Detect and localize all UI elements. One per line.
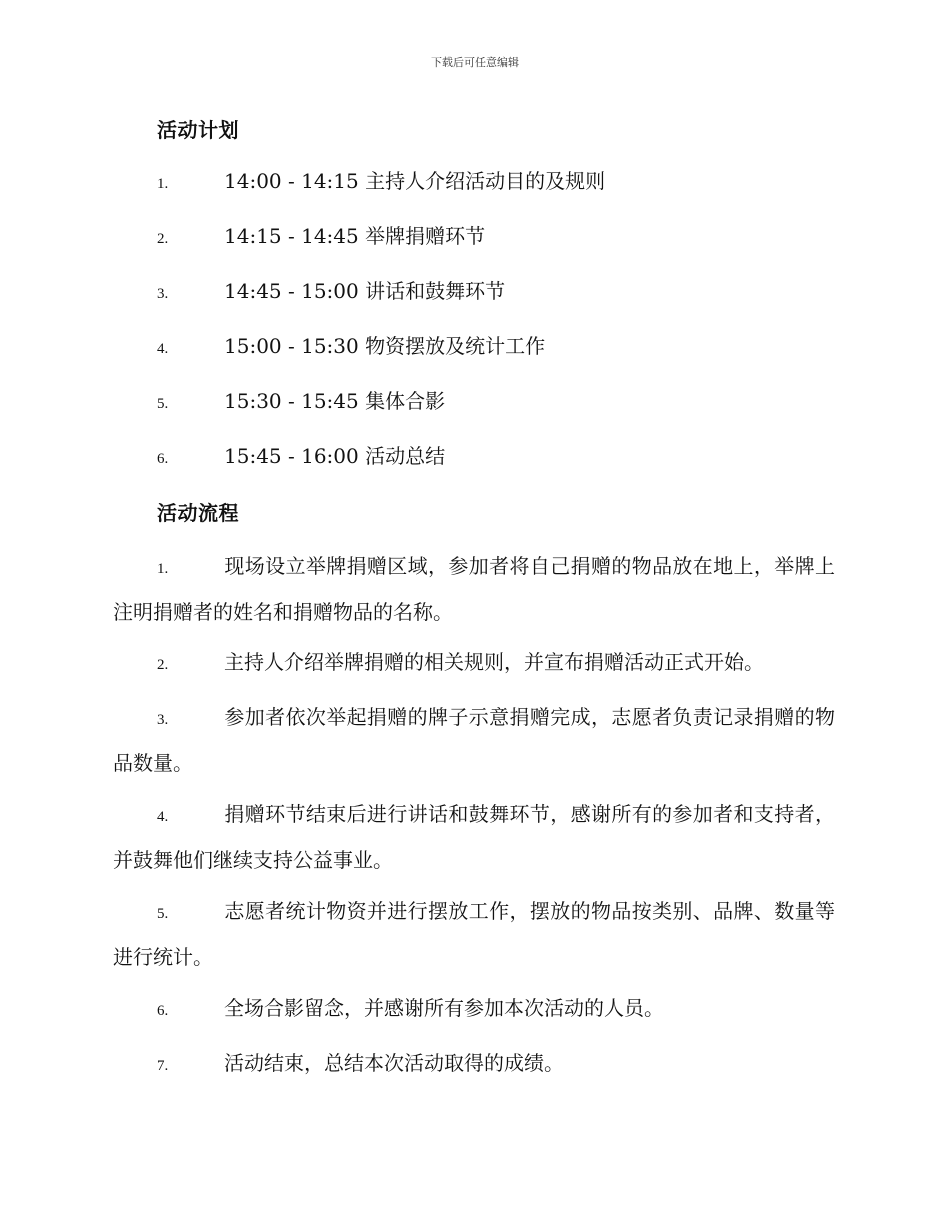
flow-item-number: 4. [157, 809, 169, 825]
flow-item-text: 捐赠环节结束后进行讲话和鼓舞环节，感谢所有的参加者和支持者，并鼓舞他们继续支持公益事业。 [113, 802, 835, 872]
flow-item-number: 7. [157, 1058, 169, 1074]
flow-item-number: 2. [157, 657, 169, 673]
flow-item [113, 545, 835, 634]
plan-item-text: 15:00 - 15:30 物资摆放及统计工作 [224, 334, 546, 358]
flow-section-title: 活动流程 [157, 501, 239, 525]
plan-item [157, 443, 837, 472]
flow-item [113, 696, 835, 785]
plan-item-number: 4. [157, 341, 169, 357]
flow-item-text: 活动结束，总结本次活动取得的成绩。 [224, 1051, 564, 1075]
flow-item-text: 全场合影留念，并感谢所有参加本次活动的人员。 [224, 996, 664, 1020]
plan-item-text: 14:00 - 14:15 主持人介绍活动目的及规则 [224, 169, 606, 193]
flow-item [113, 793, 835, 882]
plan-item [157, 168, 837, 197]
flow-item [113, 987, 835, 1033]
plan-section-title: 活动计划 [157, 118, 239, 142]
plan-item [157, 333, 837, 362]
plan-item [157, 388, 837, 417]
flow-item [113, 1042, 835, 1088]
header-note: 下载后可任意编辑 [431, 56, 519, 69]
flow-item-number: 3. [157, 712, 169, 728]
plan-item-number: 5. [157, 396, 169, 412]
plan-item-number: 3. [157, 286, 169, 302]
plan-item-number: 1. [157, 176, 169, 192]
plan-item-number: 2. [157, 231, 169, 247]
plan-item-text: 15:45 - 16:00 活动总结 [224, 444, 446, 468]
flow-item-text: 现场设立举牌捐赠区域，参加者将自己捐赠的物品放在地上，举牌上注明捐赠者的姓名和捐赠物品的名称。 [113, 554, 835, 624]
flow-item-text: 志愿者统计物资并进行摆放工作，摆放的物品按类别、品牌、数量等进行统计。 [113, 899, 835, 969]
flow-item-text: 参加者依次举起捐赠的牌子示意捐赠完成，志愿者负责记录捐赠的物品数量。 [113, 705, 835, 775]
flow-item-text: 主持人介绍举牌捐赠的相关规则，并宣布捐赠活动正式开始。 [224, 650, 764, 674]
plan-item-number: 6. [157, 451, 169, 467]
flow-item-number: 1. [157, 561, 169, 577]
flow-item-number: 5. [157, 906, 169, 922]
plan-item [157, 278, 837, 307]
plan-item-text: 15:30 - 15:45 集体合影 [224, 389, 446, 413]
plan-item-text: 14:15 - 14:45 举牌捐赠环节 [224, 224, 486, 248]
flow-item [113, 641, 835, 687]
flow-item-number: 6. [157, 1003, 169, 1019]
plan-item-text: 14:45 - 15:00 讲话和鼓舞环节 [224, 279, 506, 303]
plan-item [157, 223, 837, 252]
flow-item [113, 890, 835, 979]
